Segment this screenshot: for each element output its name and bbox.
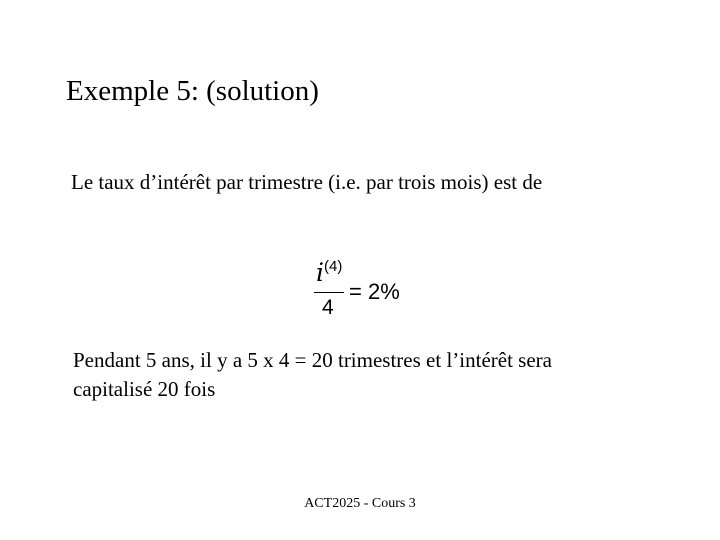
slide-footer: ACT2025 - Cours 3 bbox=[304, 496, 416, 511]
slide-title: Exemple 5: (solution) bbox=[66, 75, 319, 107]
body-line: capitalisé 20 fois bbox=[73, 377, 216, 401]
formula-numerator-symbol: i bbox=[316, 258, 324, 287]
body-line: Pendant 5 ans, il y a 5 x 4 = 20 trimestres et l’intérêt sera bbox=[73, 348, 552, 372]
formula-denominator: 4 bbox=[322, 296, 334, 319]
fraction-bar bbox=[314, 292, 344, 293]
formula-numerator bbox=[316, 258, 342, 287]
intro-paragraph: Le taux d’intérêt par trimestre (i.e. par trois mois) est de bbox=[71, 170, 543, 194]
formula-numerator-superscript: (4) bbox=[324, 258, 343, 275]
formula-rhs: = 2% bbox=[349, 279, 400, 304]
body-paragraph bbox=[73, 346, 673, 404]
interest-rate-formula bbox=[314, 256, 424, 320]
